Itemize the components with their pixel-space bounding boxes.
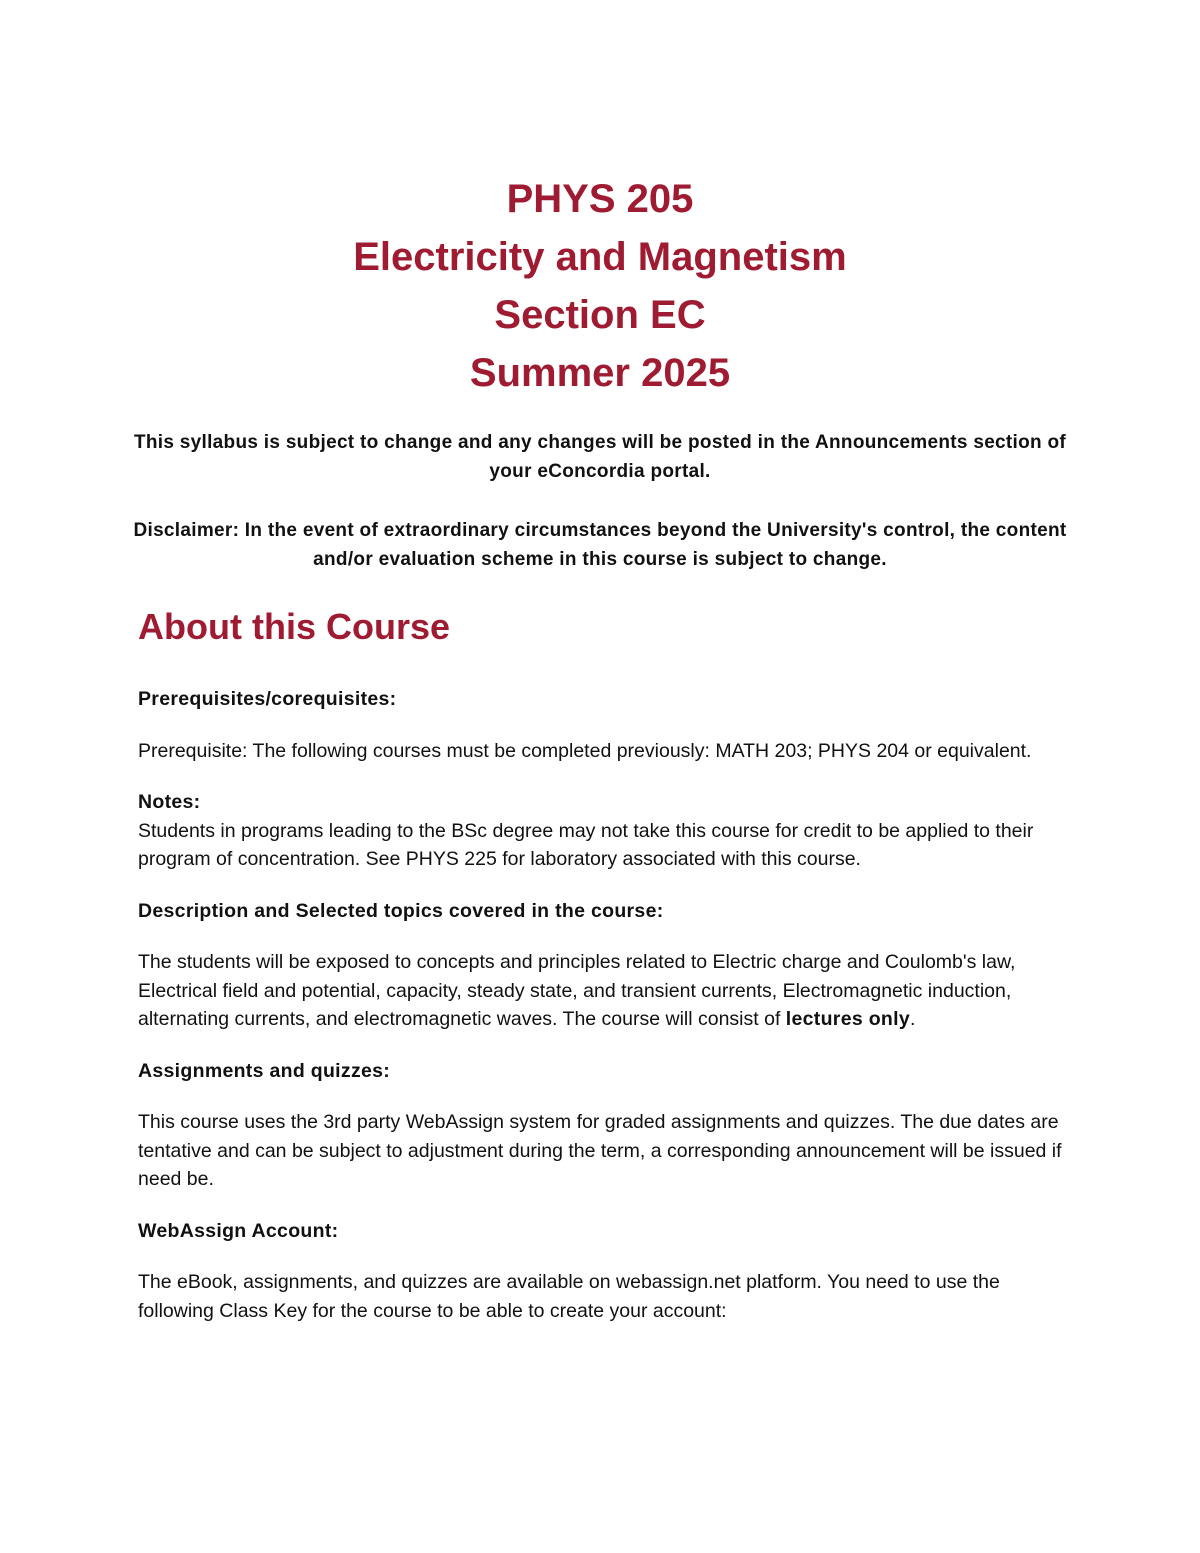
webassign-label: WebAssign Account: [138,1219,339,1242]
notes-label: Notes: [138,791,201,813]
webassign-text: The eBook, assignments, and quizzes are available on webassign.net platform. You need to use the following Class Key for the course to be able to create your account: [138,1271,1000,1322]
prereq-label: Prerequisites/corequisites: [138,688,397,710]
course-name: Electricity and Magnetism [353,235,847,279]
assignments-text: This course uses the 3rd party WebAssign system for graded assignments and quizzes. The due dates are tentative and can be subject to adjustment during the term, a corresponding announcement will be issued if need be. [138,1111,1062,1190]
assignments-label: Assignments and quizzes: [138,1059,391,1082]
description-label: Description and Selected topics covered in the course: [138,899,664,922]
description-text: The students will be exposed to concepts and principles related to Electric charge and Coulomb's law, Electrical field and potential, capacity, steady state, and transient currents, Electromagnetic induction, alternating currents, and electromagnetic waves. The course will consist of [138,951,1016,1030]
course-term: Summer 2025 [469,351,731,395]
description-paragraph [138,948,1068,1034]
notes-text: Students in programs leading to the BSc degree may not take this course for credit to be applied to their program of concentration. See PHYS 225 for laboratory associated with this course. [138,819,1034,870]
prereq-text: Prerequisite: The following courses must be completed previously: MATH 203; PHYS 204 or equivalent. [138,739,1032,762]
course-title-block [0,170,1200,402]
course-code: PHYS 205 [506,177,694,221]
description-end: . [910,1008,916,1030]
change-notice: This syllabus is subject to change and any changes will be posted in the Announcements section of your eConcordia portal. [133,432,1067,482]
about-content [138,685,1068,1348]
about-heading: About this Course [138,606,450,647]
disclaimer-notice: Disclaimer: In the event of extraordinary circumstances beyond the University's control, the content and/or evaluation scheme in this course is subject to change. [133,520,1067,570]
description-emphasis: lectures only [785,1008,910,1030]
course-section: Section EC [494,293,706,337]
notes-block [138,788,1068,874]
